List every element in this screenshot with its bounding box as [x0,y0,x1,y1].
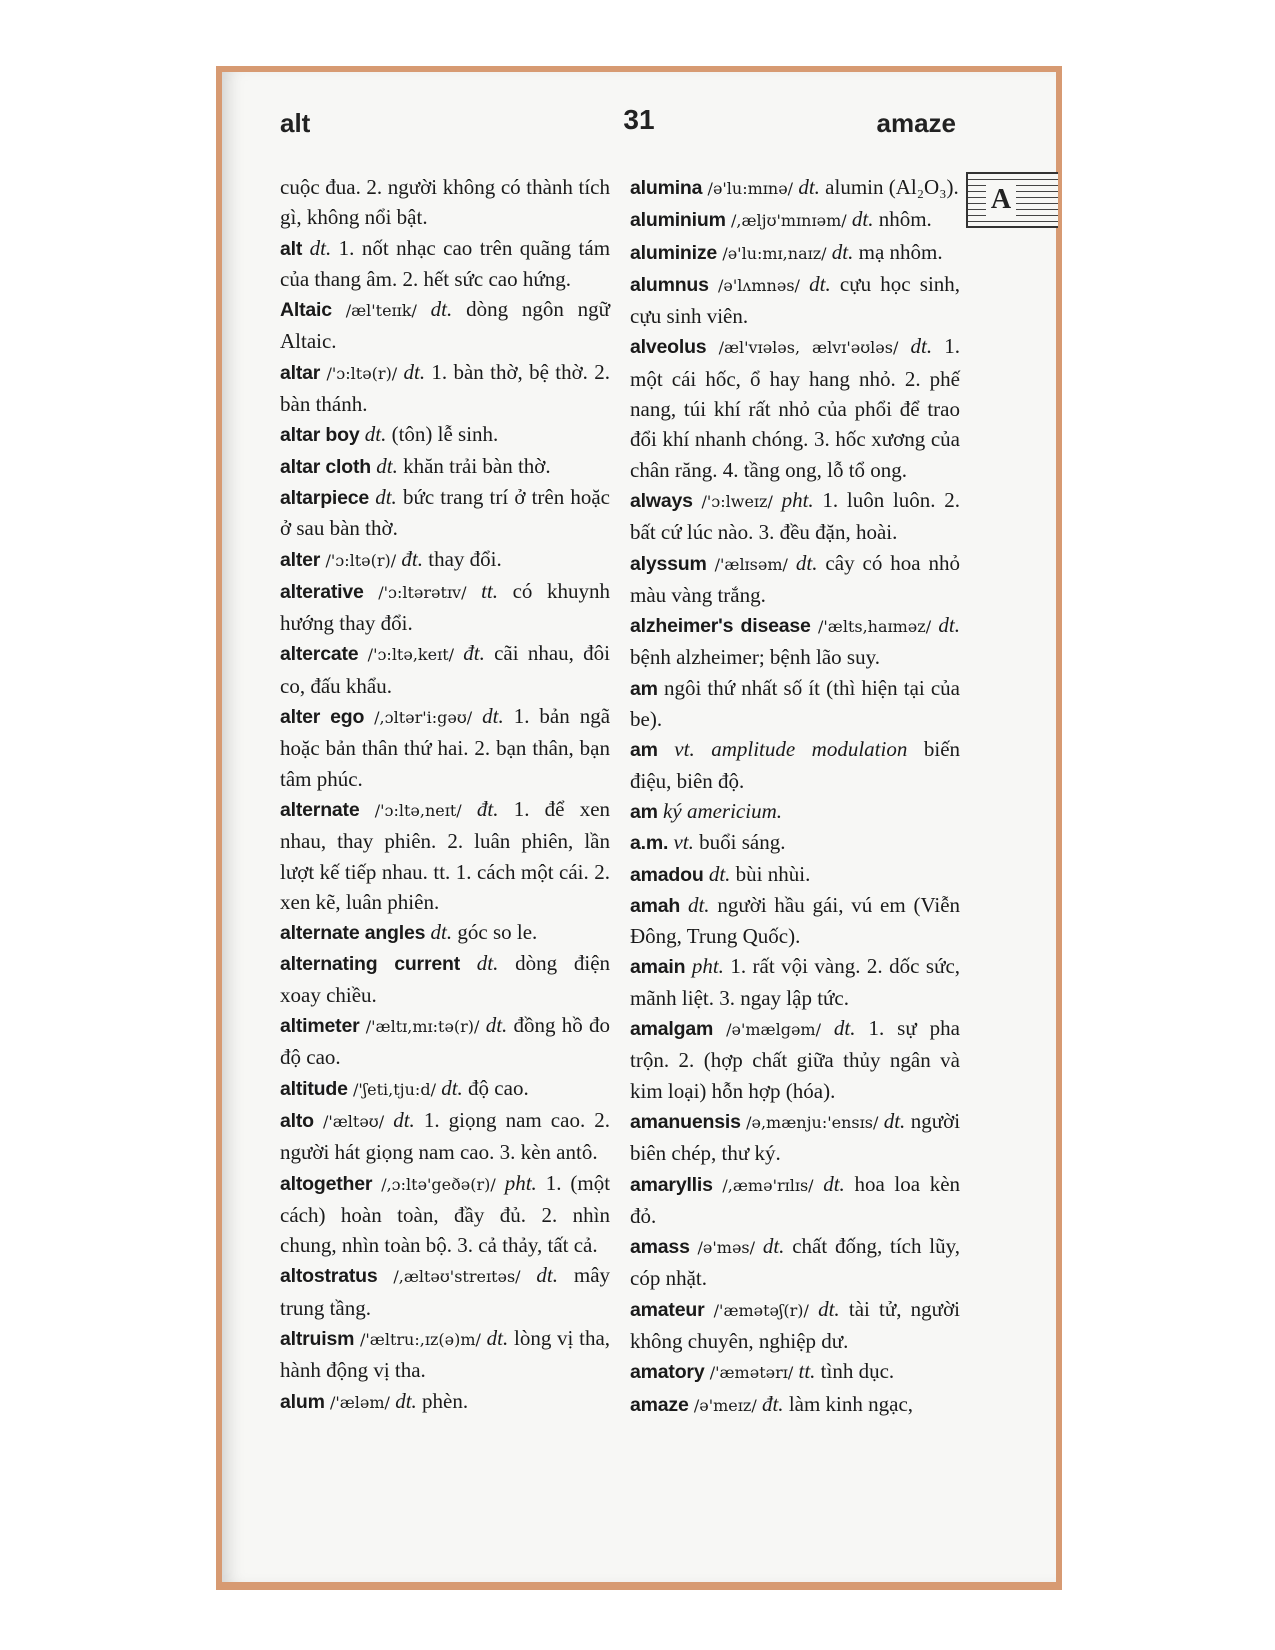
dictionary-entry [280,917,610,948]
entry-definition: 1. một cái hốc, ổ hay hang nhỏ. 2. phế nang, túi khí rất nhỏ của phổi để trao đổi khí nhanh chóng. 3. hốc xương của chân răng. 4. tầng ong, lỗ tổ ong. [630,334,960,482]
entry-headword: always [630,489,693,512]
entry-part-of-speech: ký americium. [663,798,783,823]
section-tab [966,172,1058,228]
entry-pronunciation: /'æltɪ,mɪ:tə(r)/ [365,1017,480,1037]
dictionary-entry [280,357,610,420]
section-tab-letter: A [986,184,1016,216]
entry-headword: altar boy [280,424,360,447]
dictionary-entry [630,859,960,890]
dictionary-entry [280,1386,610,1418]
entry-headword: amateur [630,1298,705,1321]
entry-definition: 1. (một cách) hoàn toàn, đầy đủ. 2. nhìn chung, nhìn toàn bộ. 3. cả thảy, tất cả. [280,1170,611,1258]
entry-pronunciation: /ə,mænju:'ensɪs/ [746,1112,879,1132]
entry-definition: mây trung tầng. [280,1263,611,1320]
dictionary-entry [630,673,960,735]
entry-pronunciation: /,æmə'rɪlɪs/ [722,1175,814,1195]
entry-pronunciation: /'ɔ:ltə(r)/ [325,550,397,570]
entry-headword: alter [280,548,321,571]
entry-definition: người hầu gái, vú em (Viễn Đông, Trung Quốc). [630,892,961,949]
entry-pronunciation: /'ælts,haɪməz/ [818,617,932,637]
entry-definition: cựu học sinh, cựu sinh viên. [630,271,961,329]
entry-pronunciation: /,æljʊ'mɪnɪəm/ [730,211,847,231]
dictionary-entry [280,794,610,917]
entry-part-of-speech: dt. [823,1171,845,1196]
entry-definition: cuộc đua. 2. người không có thành tích gì, không nổi bật. [280,175,610,230]
entry-headword: alternate angles [280,922,426,945]
entry-headword: amalgam [630,1018,714,1041]
entry-part-of-speech: dt. [910,334,933,359]
dictionary-entry [630,1013,960,1106]
entry-part-of-speech: dt. [831,239,854,264]
entry-headword: amain [630,956,686,979]
left-column [280,172,610,1418]
entry-pronunciation: /æl'vɪələs, ælvɪ'əʊləs/ [718,338,899,358]
page-number: 31 [623,104,655,135]
entry-pronunciation: /ə'məs/ [697,1238,756,1258]
entry-pronunciation: /'ɔ:ltə,keɪt/ [367,645,455,665]
entry-part-of-speech: dt. [795,550,818,575]
dictionary-entry [630,890,960,952]
entry-pronunciation: /'ɔ:ltə(r)/ [326,363,398,383]
dictionary-entry [280,172,610,233]
entry-part-of-speech: dt. [687,892,710,917]
entry-part-of-speech: dt. [938,613,960,638]
entry-pronunciation: /'æmətəʃ(r)/ [713,1300,809,1320]
guide-word-right: amaze [876,108,956,138]
entry-definition: cãi nhau, đôi co, đấu khẩu. [280,641,610,698]
entry-part-of-speech: dt. [536,1263,559,1288]
entry-pronunciation: /'ɔ:lweɪz/ [701,491,773,511]
entry-definition: góc so le. [457,920,538,945]
entry-headword: amah [630,894,681,917]
entry-definition: khăn trải bàn thờ. [403,453,551,478]
entry-part-of-speech: dt. [476,951,499,976]
entry-pronunciation: /'ɔ:ltə,neɪt/ [374,800,462,820]
entry-definition: hoa loa kèn đỏ. [630,1171,961,1228]
entry-headword: alumina [630,177,703,199]
entry-headword: alum [280,1390,325,1413]
entry-headword: amass [630,1236,690,1259]
dictionary-entry [280,294,610,357]
entry-headword: alter ego [280,706,365,729]
dictionary-entry [630,172,960,204]
dictionary-entry [280,1260,610,1323]
entry-part-of-speech: dt. [430,297,453,322]
entry-pronunciation: /,ɔltər'i:gəʊ/ [374,708,473,728]
entry-definition: (tôn) lễ sinh. [391,422,499,447]
dictionary-entry [280,544,610,576]
entry-definition: dòng ngôn ngữ Altaic. [280,297,611,354]
entry-part-of-speech: dt. [809,271,831,296]
dictionary-page [222,72,1056,1582]
entry-part-of-speech: dt. [395,1388,417,1413]
entry-pronunciation: /'ælɪsəm/ [714,554,788,574]
entry-part-of-speech: dt. [309,235,332,260]
entry-definition: 1. giọng nam cao. 2. người hát giọng nam cao. 3. kèn antô. [280,1107,611,1165]
dictionary-entry [630,610,960,673]
entry-pronunciation: /ə'meɪz/ [693,1395,757,1415]
entry-definition: chất đống, tích lũy, cóp nhặt. [630,1234,961,1291]
entry-definition: bệnh alzheimer; bệnh lão suy. [630,645,880,670]
entry-part-of-speech: dt. [364,422,387,447]
entry-part-of-speech: dt. [486,1325,509,1350]
entry-headword: altimeter [280,1015,360,1038]
entry-pronunciation: /'æmətərɪ/ [709,1363,794,1383]
entry-part-of-speech: dt. [762,1234,785,1259]
dictionary-entry [280,451,610,482]
entry-part-of-speech: dt. [883,1108,906,1133]
dictionary-entry [630,1169,960,1232]
entry-definition: biến điệu, biên độ. [630,737,961,793]
dictionary-entry [630,548,960,611]
entry-definition: mạ nhôm. [858,239,943,264]
entry-part-of-speech: dt. [833,1016,856,1041]
dictionary-entry [630,269,960,332]
dictionary-entry [280,948,610,1010]
entry-pronunciation: /'ɔ:ltərətɪv/ [378,582,467,602]
entry-part-of-speech: tt. [798,1359,816,1384]
entry-headword: am [630,800,658,823]
entry-definition: 1. rất vội vàng. 2. dốc sức, mãnh liệt. 3. ngay lập tức. [630,954,961,1010]
entry-definition: đồng hồ đo độ cao. [280,1013,611,1070]
entry-definition: tài tử, người không chuyên, nghiệp dư. [630,1296,961,1353]
entry-definition: tình dục. [820,1359,895,1384]
entry-definition: nhôm. [878,207,932,232]
entry-definition: người biên chép, thư ký. [630,1108,961,1166]
entry-pronunciation: /ə'lu:mɪnə/ [707,179,794,198]
dictionary-entry [280,233,610,295]
dictionary-entry [630,796,960,827]
entry-definition: 1. để xen nhau, thay phiên. 2. luân phiên, lần lượt kế tiếp nhau. tt. 1. cách một cái. 2. xen kẽ, luân phiên. [280,796,611,914]
entry-headword: amanuensis [630,1110,741,1133]
entry-headword: altar cloth [280,455,371,478]
entry-headword: am [630,739,658,762]
entry-headword: amaryllis [630,1173,713,1196]
entry-part-of-speech: dt. [708,861,731,886]
entry-headword: a.m. [630,832,669,855]
entry-part-of-speech: tt. [481,578,498,603]
entry-definition: 1. nốt nhạc cao trên quãng tám của thang âm. 2. hết sức cao hứng. [280,235,611,291]
entry-pronunciation: /ə'mælgəm/ [726,1020,821,1040]
entry-definition: có khuynh hướng thay đổi. [280,578,611,636]
entry-headword: Altaic [280,299,332,322]
entry-definition: ngôi thứ nhất số ít (thì hiện tại của be). [630,675,961,732]
entry-part-of-speech: dt. [485,1013,508,1038]
entry-headword: altercate [280,643,359,666]
dictionary-entry [630,734,960,796]
entry-headword: amaze [630,1393,689,1416]
entry-definition: 1. luôn luôn. 2. bất cứ lúc nào. 3. đều đặn, hoài. [630,487,961,545]
dictionary-entry [280,1168,610,1261]
dictionary-entry [630,1389,960,1421]
entry-pronunciation: /'æləm/ [329,1392,390,1412]
dictionary-entry [280,1323,610,1386]
dictionary-entry [280,638,610,701]
entry-headword: aluminize [630,241,718,264]
entry-definition: bùi nhùi. [735,861,811,886]
entry-part-of-speech: pht. [781,487,814,512]
dictionary-entry [630,951,960,1013]
entry-headword: alt [280,237,303,260]
entry-pronunciation: /æl'teɪɪk/ [345,301,417,321]
entry-definition: lòng vị tha, hành động vị tha. [280,1325,611,1383]
entry-headword: alyssum [630,552,707,575]
entry-headword: altogether [280,1172,373,1195]
entry-part-of-speech: đt. [761,1391,784,1416]
entry-headword: altostratus [280,1265,378,1288]
entry-definition: alumin (Al₂O₃). [825,175,959,199]
right-column [630,172,960,1421]
entry-part-of-speech: dt. [482,704,504,729]
entry-pronunciation: /'æltəʊ/ [322,1111,385,1131]
entry-headword: amadou [630,863,704,886]
dictionary-entry [280,482,610,544]
dictionary-entry [630,485,960,548]
dictionary-entry [630,1356,960,1388]
entry-headword: alterative [280,580,364,603]
entry-headword: aluminium [630,209,726,232]
dictionary-entry [280,1073,610,1105]
entry-pronunciation: /,æltəʊ'streɪtəs/ [393,1267,521,1287]
entry-part-of-speech: dt. [393,1107,415,1132]
dictionary-entry [630,204,960,236]
entry-part-of-speech: đt. [401,546,423,571]
entry-part-of-speech: dt. [375,484,397,509]
dictionary-entry [280,419,610,450]
entry-pronunciation: /ə'lʌmnəs/ [717,275,800,295]
dictionary-entry [630,237,960,269]
entry-definition: làm kinh ngạc, [788,1391,914,1416]
dictionary-entry [280,1105,610,1168]
entry-definition: 1. sự pha trộn. 2. (hợp chất giữa thủy ngân và kim loại) hỗn hợp (hóa). [630,1016,960,1103]
dictionary-entry [280,1010,610,1073]
entry-definition: độ cao. [468,1075,529,1100]
entry-pronunciation: /'ʃeti,tju:d/ [353,1079,436,1099]
entry-headword: alto [280,1109,314,1132]
entry-headword: alzheimer's disease [630,615,811,638]
entry-headword: altar [280,361,321,384]
entry-part-of-speech: dt. [441,1075,463,1100]
entry-headword: alveolus [630,336,707,359]
entry-headword: altruism [280,1327,355,1350]
entry-definition: cây có hoa nhỏ màu vàng trắng. [630,550,961,607]
entry-pronunciation: /'æltru:,ɪz(ə)m/ [360,1329,481,1349]
dictionary-entry [630,331,960,484]
entry-headword: alternate [280,798,360,821]
entry-part-of-speech: dt. [798,175,820,199]
entry-part-of-speech: dt. [851,207,874,232]
entry-part-of-speech: đt. [476,796,499,821]
dictionary-entry [630,1231,960,1294]
entry-part-of-speech: vt. [673,830,694,855]
dictionary-entry [630,1294,960,1357]
dictionary-entry [280,701,610,794]
entry-definition: dòng điện xoay chiều. [280,951,611,1007]
entry-headword: alternating current [280,953,460,976]
entry-definition: thay đổi. [428,546,502,571]
dictionary-entry [630,827,960,858]
entry-definition: bức trang trí ở trên hoặc ở sau bàn thờ. [280,484,611,541]
entry-definition: phèn. [422,1388,469,1413]
dictionary-entry [630,1106,960,1169]
guide-word-left: alt [280,108,311,138]
entry-part-of-speech: dt. [376,453,398,478]
entry-part-of-speech: dt. [818,1296,840,1321]
entry-part-of-speech: pht. [691,954,724,979]
entry-headword: altitude [280,1077,348,1100]
entry-headword: am [630,677,658,700]
entry-part-of-speech: vt. amplitude modulation [674,737,908,762]
entry-part-of-speech: dt. [430,920,453,945]
entry-pronunciation: /,ɔ:ltə'geðə(r)/ [381,1174,496,1194]
entry-headword: alumnus [630,273,709,296]
entry-headword: altarpiece [280,486,370,509]
entry-part-of-speech: đt. [463,641,485,666]
entry-definition: 1. bàn thờ, bệ thờ. 2. bàn thánh. [280,359,610,417]
entry-part-of-speech: pht. [504,1170,537,1195]
dictionary-entry [280,576,610,639]
entry-pronunciation: /ə'lu:mɪ,naɪz/ [722,243,827,263]
entry-headword: amatory [630,1361,705,1384]
entry-part-of-speech: dt. [403,359,426,384]
entry-definition: buổi sáng. [699,830,786,855]
entry-definition: 1. bản ngã hoặc bản thân thứ hai. 2. bạn thân, bạn tâm phúc. [280,704,611,791]
